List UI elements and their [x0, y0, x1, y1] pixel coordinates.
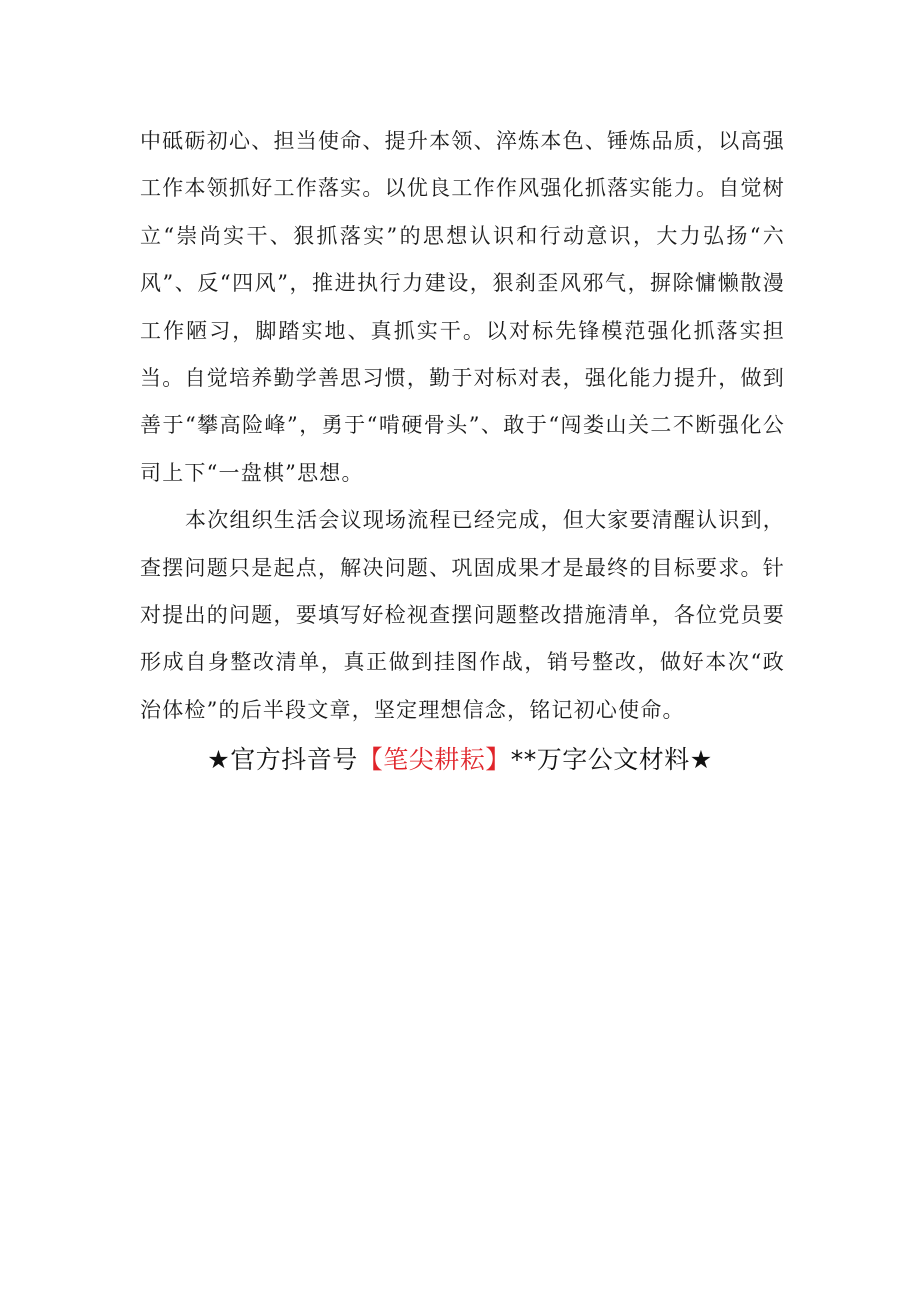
- paragraph-2: 本次组织生活会议现场流程已经完成，但大家要清醒认识到，查摆问题只是起点，解决问题、巩固成果才是最终的目标要求。针对提出的问题，要填写好检视查摆问题整改措施清单，各位党员要形成自身整改清单，真正做到挂图作战，销号整改，做好本次“政治体检”的后半段文章，坚定理想信念，铭记初心使命。: [140, 508, 785, 722]
- star-left-icon: ★: [207, 745, 231, 774]
- footer-suffix: **万字公文材料: [510, 745, 690, 774]
- footer-prefix: 官方抖音号: [230, 745, 358, 774]
- star-right-icon: ★: [689, 745, 713, 774]
- footer-account-name: 【笔尖耕耘】: [357, 745, 511, 774]
- promo-footer: [0, 740, 920, 780]
- document-body: [140, 118, 785, 734]
- paragraph-1: 中砥砺初心、担当使命、提升本领、淬炼本色、锤炼品质，以高强工作本领抓好工作落实。以优良工作作风强化抓落实能力。自觉树立“崇尚实干、狠抓落实”的思想认识和行动意识，大力弘扬“六风”、反“四风”，推进执行力建设，狠刹歪风邪气，摒除慵懒散漫工作陋习，脚踏实地、真抓实干。以对标先锋模范强化抓落实担当。自觉培养勤学善思习惯，勤于对标对表，强化能力提升，做到善于“攀高险峰”，勇于“啃硬骨头”、敢于“闯娄山关二不断强化公司上下“一盘棋”思想。: [140, 129, 785, 485]
